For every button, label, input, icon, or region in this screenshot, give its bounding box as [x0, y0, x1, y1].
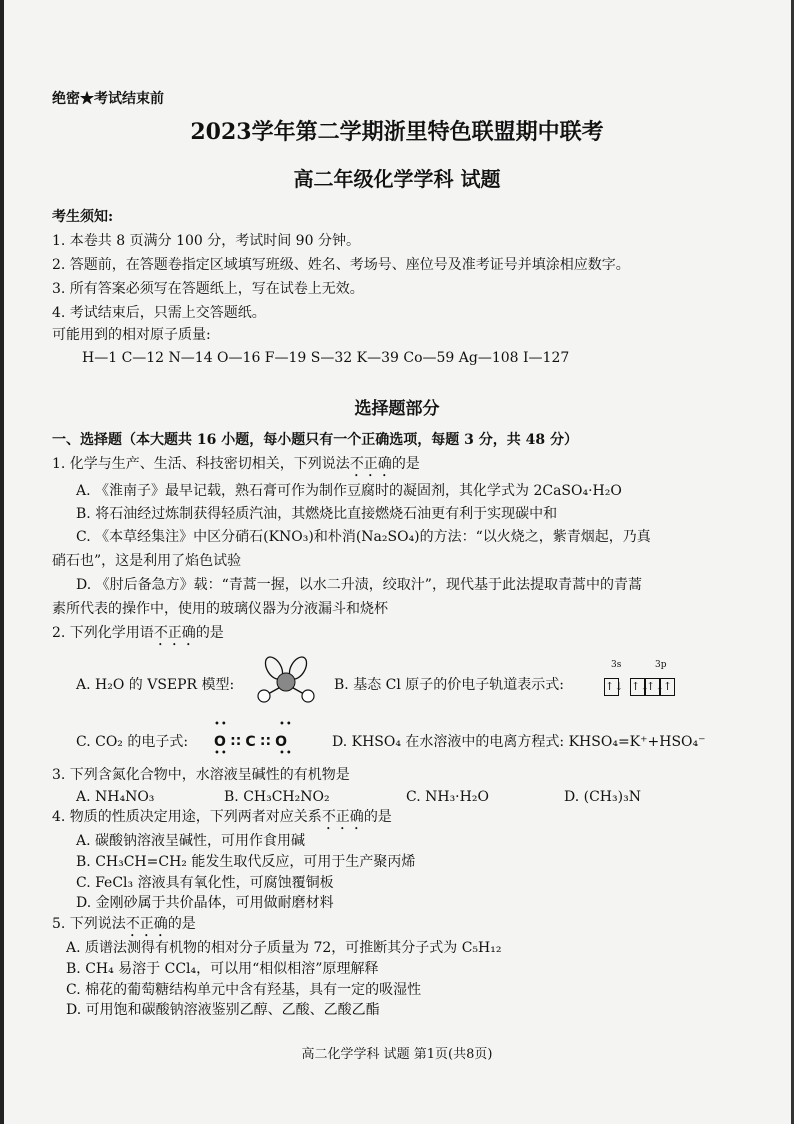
page-footer: 高二化学学科 试题 第1页(共8页): [301, 1047, 493, 1062]
atomic-masses: H—1 C—12 N—14 O—16 F—19 S—32 K—39 Co—59 Ag—108 I—127: [82, 350, 570, 366]
part-heading: 一、选择题（本大题共 16 小题，每小题只有一个正确选项，每题 3 分，共 48 分）: [52, 432, 578, 448]
notice-item: 3. 所有答案必须写在答题纸上，写在试卷上无效。: [52, 281, 364, 297]
lone-pair-dots: ••: [279, 748, 293, 759]
vsepr-model-diagram: [252, 652, 322, 704]
q1-option-a: A. 《淮南子》最早记载，熟石膏可作为制作豆腐时的凝固剂，其化学式为 2CaSO₄·H₂O: [76, 483, 622, 499]
q5-option-d: D. 可用饱和碳酸钠溶液鉴别乙醇、乙酸、乙酸乙酯: [66, 1002, 380, 1018]
q4-option-a: A. 碳酸钠溶液呈碱性，可用作食用碱: [76, 833, 306, 849]
q3-option-c: C. NH₃·H₂O: [406, 789, 489, 805]
notice-item: 1. 本卷共 8 页满分 100 分，考试时间 90 分钟。: [52, 233, 360, 249]
lone-pair-dots: ••: [279, 719, 293, 730]
q1-option-d: D. 《肘后备急方》载：“青蒿一握，以水二升渍，绞取汁”，现代基于此法提取青蒿中的青蒿: [76, 577, 642, 593]
q1-option-c-cont: 硝石也”，这是利用了焰色试验: [52, 553, 242, 569]
q2-option-d: D. KHSO₄ 在水溶液中的电离方程式: KHSO₄=K⁺+HSO₄⁻: [332, 734, 706, 750]
orbital-3s-label: 3s: [611, 660, 622, 670]
q2-option-c: C. CO₂ 的电子式:: [76, 734, 189, 750]
q4-stem: 4. 物质的性质决定用途，下列两者对应关系不正确的是: [52, 809, 392, 825]
section-title: 选择题部分: [354, 399, 440, 419]
q2-option-b: B. 基态 Cl 原子的价电子轨道表示式:: [334, 677, 564, 693]
q5-option-c: C. 棉花的葡萄糖结构单元中含有羟基，具有一定的吸湿性: [66, 982, 422, 998]
q1-option-b: B. 将石油经过炼制获得轻质汽油，其燃烧比直接燃烧石油更有利于实现碳中和: [76, 506, 558, 522]
notice-item: 4. 考试结束后，只需上交答题纸。: [52, 305, 266, 321]
q3-option-d: D. (CH₃)₃N: [564, 789, 641, 805]
q5-option-a: A. 质谱法测得有机物的相对分子质量为 72，可推断其分子式为 C₅H₁₂: [66, 940, 502, 956]
orbital-3s-box: ↑↓: [604, 676, 619, 696]
exam-title: 2023学年第二学期浙里特色联盟期中联考: [190, 119, 604, 145]
q3-option-a: A. NH₄NO₃: [76, 789, 155, 805]
co2-electron-formula: O ∷ C ∷ O: [214, 734, 288, 750]
orbital-3p-boxes: ↑↓↑↓↑: [630, 676, 675, 696]
q4-option-d: D. 金刚砂属于共价晶体，可用做耐磨材料: [76, 895, 334, 911]
lone-pair-dots: ••: [214, 748, 228, 759]
q3-option-b: B. CH₃CH₂NO₂: [224, 789, 330, 805]
q2-stem: 2. 下列化学用语不正确的是: [52, 625, 224, 641]
q4-option-b: B. CH₃CH=CH₂ 能发生取代反应，可用于生产聚丙烯: [76, 854, 416, 870]
secret-label: 绝密★考试结束前: [52, 91, 164, 107]
q1-option-d-cont: 素所代表的操作中，使用的玻璃仪器为分液漏斗和烧杯: [52, 601, 388, 617]
q2-option-a: A. H₂O 的 VSEPR 模型:: [76, 677, 235, 693]
notice-item: 2. 答题前，在答题卷指定区域填写班级、姓名、考场号、座位号及准考证号并填涂相应数字。: [52, 257, 630, 273]
q1-option-c: C. 《本草经集注》中区分硝石(KNO₃)和朴消(Na₂SO₄)的方法：“以火烧之，紫青烟起，乃真: [76, 529, 651, 545]
q1-stem: 1. 化学与生产、生活、科技密切相关，下列说法不正确的是: [52, 456, 420, 472]
orbital-3p-label: 3p: [655, 660, 667, 670]
q5-option-b: B. CH₄ 易溶于 CCl₄，可以用“相似相溶”原理解释: [66, 961, 379, 977]
q5-stem: 5. 下列说法不正确的是: [52, 916, 196, 932]
q4-option-c: C. FeCl₃ 溶液具有氧化性，可腐蚀覆铜板: [76, 875, 334, 891]
mass-label: 可能用到的相对原子质量:: [52, 327, 211, 343]
q3-stem: 3. 下列含氮化合物中，水溶液呈碱性的有机物是: [52, 767, 350, 783]
notice-heading: 考生须知:: [52, 209, 114, 225]
exam-subtitle: 高二年级化学学科 试题: [293, 167, 501, 191]
lone-pair-dots: ••: [214, 719, 228, 730]
